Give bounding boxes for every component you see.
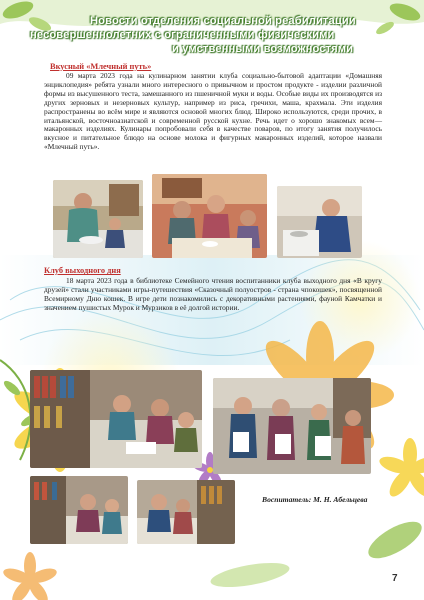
photo-library-game-3 [30,476,128,544]
section-paragraph-weekend-club [44,277,382,313]
photo-library-game-2 [213,378,371,474]
title-line-3: и умственными возможностями [172,43,354,55]
page-number: 7 [392,573,398,584]
section-paragraph-weekend-club-text: 18 марта 2023 года в библиотеке Семейного чтения воспитанники клуба выходного дня «В кругу друзей» стали участниками игры-путешествия «Сказочный полуостров - страна чпокошек», посвященной Всемирному Дню кошек. В игре дети познакомились с декоративными растениями, фауной Камчатки и значением пушистых Мурок и Мурзиков в её долгой истории. [44,276,382,312]
section-paragraph-milky-way [44,72,382,152]
page-title [30,14,414,56]
photo-library-game-1 [30,370,202,468]
photo-library-game-4 [137,480,235,544]
photo-cooking-class-3 [277,186,362,258]
signature: Воспитатель: М. Н. Абельцева [262,495,368,504]
title-line-2: несовершеннолетних с ограниченными физическими [30,29,335,41]
section-paragraph-milky-way-text: 09 марта 2023 года на кулинарном занятии клуба социально-бытовой адаптации «Домашняя энциклопедия» ребята узнали много интересного о привычном и простом продукте - изделии различной формы из высушенного теста, замешанного из пшеничной муки и воды. Особые виды их производятся из других зерновых и незерновых культур, например из риса, гречихи, маша, крахмала. Эти изделия распространены во всём мире и являются основой многих блюд. Широко используются, среди прочих, в итальянской, восточноазиатской и современной русской кухне. Речь идет о хорошо знакомых всем—макаронных изделиях. Кулинары попробовали себя в качестве поваров, по итогу занятия получилось вкусное и питательное блюдо на основе молока и фигурных макаронных изделий, которое назвали «Млечный путь». [44,71,382,152]
title-line-1: Новости отделения социальной реабилитации [90,15,356,27]
section-heading-weekend-club: Клуб выходного дня [44,266,121,275]
photo-cooking-class-1 [53,180,143,258]
photo-cooking-class-2 [152,174,267,258]
section-heading-milky-way: Вкусный «Млечный путь» [50,62,152,71]
